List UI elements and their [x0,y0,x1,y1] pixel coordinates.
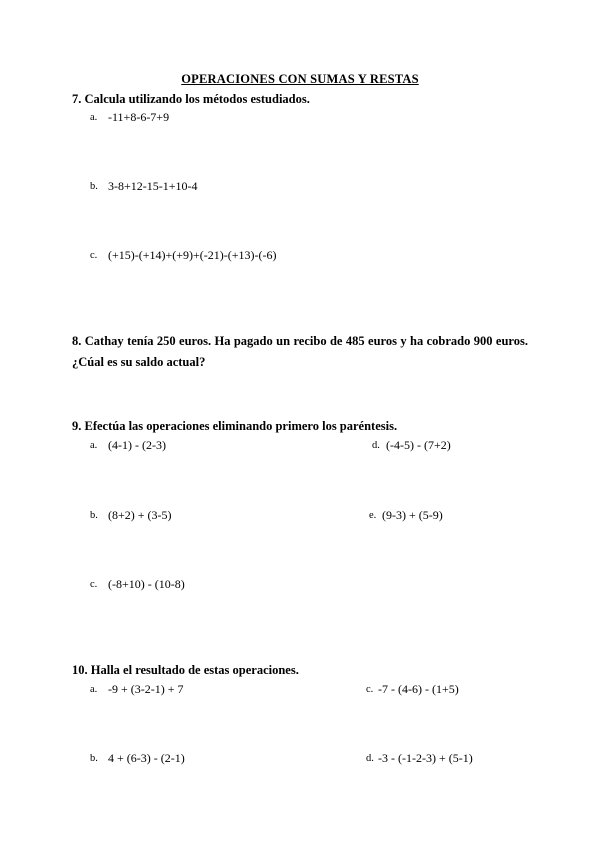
q9-item-a-expression: (4-1) - (2-3) [108,438,166,452]
q10-item-c-expression: -7 - (4-6) - (1+5) [378,682,459,696]
q9-item-b-label: b. [90,510,98,521]
q10-item-a-label: a. [90,684,98,695]
q7-item-a-label: a. [90,112,98,123]
q10-item-d-label: d. [366,753,374,764]
q7-item-b-expression: 3-8+12-15-1+10-4 [108,179,198,193]
q9-item-c-expression: (-8+10) - (10-8) [108,577,185,591]
q9-item-d-expression: (-4-5) - (7+2) [386,438,451,452]
page-title: OPERACIONES CON SUMAS Y RESTAS [181,72,419,86]
question-7-heading: 7. Calcula utilizando los métodos estudiados. [72,92,310,106]
question-8-text: 8. Cathay tenía 250 euros. Ha pagado un recibo de 485 euros y ha cobrado 900 euros. ¿Cúal es su saldo actual? [72,334,528,369]
q9-item-e-label: e. [369,510,377,521]
q9-item-b-expression: (8+2) + (3-5) [108,508,172,522]
q7-item-b-label: b. [90,181,98,192]
question-10-heading: 10. Halla el resultado de estas operaciones. [72,663,299,677]
question-9-heading: 9. Efectúa las operaciones eliminando primero los paréntesis. [72,419,398,433]
q9-item-e-expression: (9-3) + (5-9) [382,508,443,522]
q10-item-a-expression: -9 + (3-2-1) + 7 [108,682,184,696]
q7-item-a-expression: -11+8-6-7+9 [108,110,170,124]
q7-item-c-label: c. [90,250,98,261]
q10-item-b-expression: 4 + (6-3) - (2-1) [108,751,185,765]
q10-item-d-expression: -3 - (-1-2-3) + (5-1) [378,751,473,765]
q9-item-a-label: a. [90,440,98,451]
q10-item-b-label: b. [90,753,98,764]
q9-item-d-label: d. [372,440,380,451]
q7-item-c-expression: (+15)-(+14)+(+9)+(-21)-(+13)-(-6) [108,248,277,262]
q9-item-c-label: c. [90,579,98,590]
q10-item-c-label: c. [366,684,374,695]
